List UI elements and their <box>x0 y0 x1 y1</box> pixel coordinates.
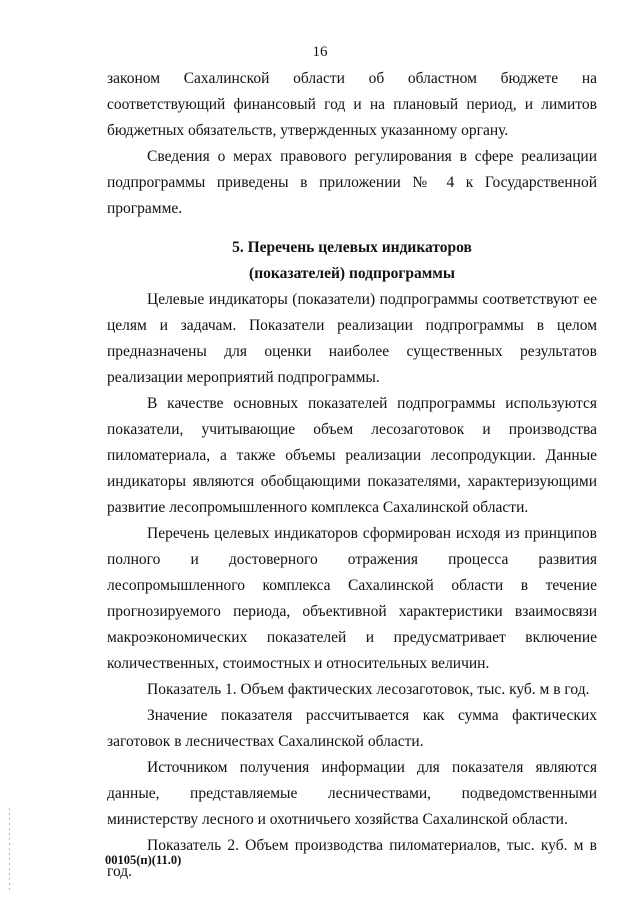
paragraph-main-indicators: В качестве основных показателей подпрограммы используются показатели, учитывающие объем лесозаготовок и производства пиломатериала, а также объемы реализации лесопродукции. Данные индикаторы являются обобщающими показателями, характеризующими развитие лесопромышленного комплекса Сахалинской области. <box>107 395 597 516</box>
paragraph-continuation: законом Сахалинской области об областном бюджете на соответствующий финансовый год и на плановый период, и лимитов бюджетных обязательств, утвержденных указанному органу. <box>107 70 597 139</box>
scan-artifact-line <box>9 808 10 893</box>
paragraph-indicators-intro: Целевые индикаторы (показатели) подпрограммы соответствуют ее целям и задачам. Показатели реализации подпрограммы в целом предназначены для оценки наиболее существенных результатов реализации мероприятий подпрограммы. <box>107 291 597 386</box>
document-body <box>107 66 597 885</box>
page-number: 16 <box>312 44 328 60</box>
paragraph-indicator-1: Показатель 1. Объем фактических лесозаготовок, тыс. куб. м в год. <box>147 681 590 698</box>
footer-document-code: 00105(п)(11.0) <box>105 853 182 867</box>
section-heading-line1: 5. Перечень целевых индикаторов <box>232 239 472 256</box>
paragraph-indicator-1-source: Источником получения информации для показателя являются данные, представляемые лесничествами, подведомственными министерству лесного и охотничьего хозяйства Сахалинской области. <box>107 759 597 828</box>
paragraph-legal-regulation: Сведения о мерах правового регулирования в сфере реализации подпрограммы приведены в приложении № 4 к Государственной программе. <box>107 148 597 217</box>
paragraph-indicator-2: Показатель 2. Объем производства пиломатериалов, тыс. куб. м в год. <box>107 837 597 880</box>
paragraph-indicators-list: Перечень целевых индикаторов сформирован исходя из принципов полного и достоверного отражения процесса развития лесопромышленного комплекса Сахалинской области в течение прогнозируемого периода, объективной характеристики взаимосвязи макроэкономических показателей и предусматривает включение количественных, стоимостных и относительных величин. <box>107 525 597 672</box>
section-heading-line2: (показателей) подпрограммы <box>249 265 455 282</box>
paragraph-indicator-1-calc: Значение показателя рассчитывается как сумма фактических заготовок в лесничествах Сахалинской области. <box>107 707 597 750</box>
section-heading <box>107 235 597 287</box>
